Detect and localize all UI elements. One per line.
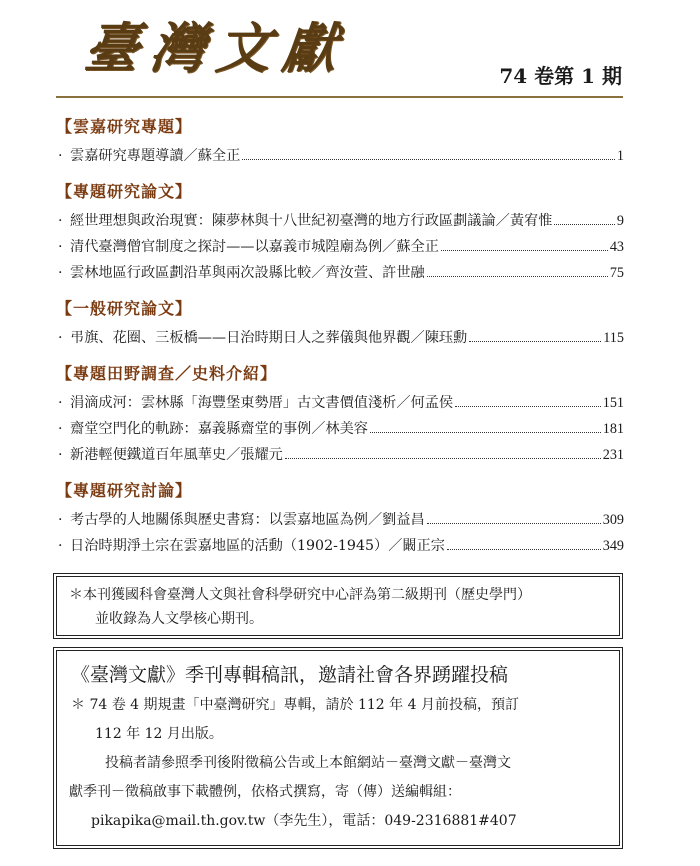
call-headline: 《臺灣文獻》季刊專輯稿訊，邀請社會各界踴躍投稿 [71, 664, 509, 686]
toc-entry[interactable] [58, 143, 624, 169]
entry-title: 弔旗、花圈、三板橋——日治時期日人之葬儀與他界觀／陳珏勳 [70, 330, 468, 346]
toc-entry[interactable] [58, 260, 624, 286]
entry-title: 新港輕便鐵道百年風華史／張耀元 [70, 447, 283, 463]
toc-entry[interactable] [58, 208, 624, 234]
entry-title: 經世理想與政治現實：陳夢林與十八世紀初臺灣的地方行政區劃議論／黃宥惟 [70, 213, 553, 229]
contact-email: pikapika@mail.th.gov.tw（李先生），電話：049-2316881#407 [91, 813, 517, 829]
journal-rating-notice [56, 576, 620, 636]
entry-title: 雲林地區行政區劃沿革與兩次設縣比較／齊汝萱、許世融 [70, 265, 425, 281]
bullet-icon: · [58, 148, 63, 164]
dot-leader [441, 242, 608, 251]
bullet-icon: · [58, 330, 63, 346]
dot-leader [427, 515, 601, 524]
dot-leader [447, 541, 601, 550]
bullet-icon: · [58, 512, 63, 528]
toc-entry[interactable] [58, 416, 624, 442]
masthead [0, 0, 700, 100]
page-number: 1 [616, 148, 624, 164]
page-number: 231 [602, 447, 624, 463]
page-number: 349 [602, 538, 624, 554]
call-line: 112 年 12 月出版。 [95, 726, 223, 742]
entry-title: 清代臺灣僧官制度之探討——以嘉義市城隍廟為例／蘇全正 [70, 239, 439, 255]
toc-entry[interactable] [58, 234, 624, 260]
dot-leader [242, 151, 615, 160]
toc-entry[interactable] [58, 442, 624, 468]
dot-leader [285, 450, 601, 459]
call-line: ＊ 74 卷 4 期規畫「中臺灣研究」專輯，請於 112 年 4 月前投稿，預訂 [71, 697, 519, 713]
toc-entry[interactable] [58, 325, 624, 351]
call-paragraph: 投稿者請參照季刊後附徵稿公告或上本館網站－臺灣文獻－臺灣文 [105, 755, 511, 771]
section-title: 【專題研究討論】 [56, 481, 193, 500]
table-of-contents [58, 104, 624, 559]
page-number: 151 [602, 395, 624, 411]
page-number: 115 [603, 330, 624, 346]
notice-line: ＊本刊獲國科會臺灣人文與社會科學研究中心評為第二級期刊（歷史學門） [69, 587, 531, 603]
page-number: 75 [609, 265, 624, 281]
dot-leader [370, 424, 601, 433]
toc-entry[interactable] [58, 390, 624, 416]
bullet-icon: · [58, 239, 63, 255]
page-number: 9 [616, 213, 624, 229]
dot-leader [455, 398, 601, 407]
entry-title: 日治時期淨土宗在雲嘉地區的活動（1902-1945）／闞正宗 [70, 538, 445, 554]
bullet-icon: · [58, 395, 63, 411]
section-title: 【雲嘉研究專題】 [56, 117, 193, 136]
bullet-icon: · [58, 538, 63, 554]
dot-leader [469, 333, 601, 342]
entry-title: 涓滴成河：雲林縣「海豐堡東勢厝」古文書價值淺析／何孟侯 [70, 395, 454, 411]
section-title: 【專題田野調查／史料介紹】 [56, 364, 278, 383]
dot-leader [427, 268, 608, 277]
bullet-icon: · [58, 265, 63, 281]
bullet-icon: · [58, 421, 63, 437]
notice-line: 並收錄為人文學核心期刊。 [95, 611, 263, 627]
header-divider [56, 96, 623, 98]
entry-title: 雲嘉研究專題導讀／蘇全正 [70, 148, 241, 164]
section-title: 【一般研究論文】 [56, 299, 193, 318]
call-for-papers [56, 650, 620, 846]
journal-logo: 臺灣文獻 [81, 16, 352, 80]
entry-title: 考古學的人地關係與歷史書寫：以雲嘉地區為例／劉益昌 [70, 512, 425, 528]
issue-number: 74 卷第 1 期 [499, 64, 622, 88]
toc-entry[interactable] [58, 533, 624, 559]
call-paragraph: 獻季刊－徵稿啟事下載體例，依格式撰寫，寄（傳）送編輯組： [69, 784, 461, 800]
section-title: 【專題研究論文】 [56, 182, 193, 201]
entry-title: 齋堂空門化的軌跡：嘉義縣齋堂的事例／林美容 [70, 421, 368, 437]
page-number: 309 [602, 512, 624, 528]
page-number: 43 [609, 239, 624, 255]
bullet-icon: · [58, 213, 63, 229]
bullet-icon: · [58, 447, 63, 463]
page-number: 181 [602, 421, 624, 437]
dot-leader [554, 216, 615, 225]
toc-entry[interactable] [58, 507, 624, 533]
